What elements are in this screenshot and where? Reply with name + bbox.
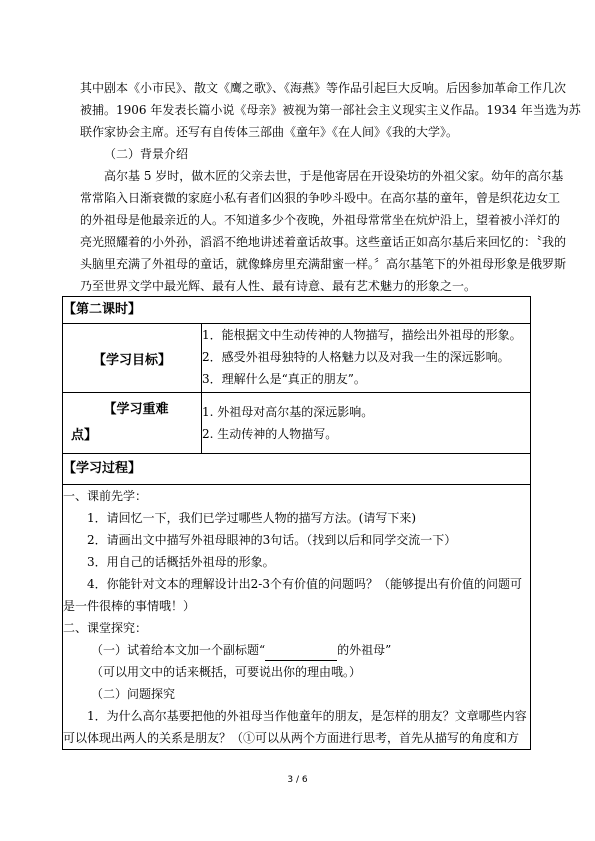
page-number: 3 / 6 bbox=[287, 775, 308, 785]
process-content bbox=[63, 485, 531, 750]
intro-line: 联作家协会主席。还写有自传体三部曲《童年》《在人间》《我的大学》。 bbox=[80, 125, 459, 139]
answer-blank[interactable] bbox=[265, 648, 337, 661]
intro-line: 被捕。1906 年发表长篇小说《母亲》被视为第一部社会主义现实主义作品。1934 年当选为苏 bbox=[80, 103, 581, 117]
key-point-item: 2. 生动传神的人物描写。 bbox=[202, 427, 338, 441]
background-line: 头脑里充满了外祖母的童话，就像蜂房里充满甜蜜一样。〞高尔基笔下的外祖母形象是俄罗斯 bbox=[80, 257, 567, 271]
key-label-line: 点】 bbox=[71, 428, 98, 443]
pre-item-continuation: 是一件很棒的事情哦！） bbox=[63, 599, 196, 613]
background-line: 乃至世界文学中最光辉、最有人性、最有诗意、最有艺术魅力的形象之一。 bbox=[80, 279, 477, 293]
key-points-label bbox=[63, 393, 202, 454]
background-line: 常常陷入日渐衰微的家庭小私有者们凶狠的争吵斗殴中。在高尔基的童年，曾是织花边女工 bbox=[80, 191, 561, 205]
goal-item: 2．感受外祖母独特的人格魅力以及对我一生的深远影响。 bbox=[202, 350, 510, 364]
q1-hint: （可以用文中的话来概括，可要说出你的理由哦。） bbox=[91, 665, 362, 679]
goal-item: 3．理解什么是“真正的朋友”。 bbox=[202, 372, 366, 386]
q1-prefix: （一）试着给本文加一个副标题“ bbox=[91, 643, 266, 657]
pre-item: 4．你能针对文本的理解设计出2-3个有价值的问题吗？（能够提出有价值的问题可 bbox=[87, 577, 522, 591]
background-line: 的外祖母是他最亲近的人。不知道多少个夜晚，外祖母常常坐在炕炉沿上，望着被小洋灯的 bbox=[80, 213, 561, 227]
lesson-title: 【第二课时】 bbox=[63, 297, 531, 324]
goal-item: 1．能根据文中生动传神的人物描写，描绘出外祖母的形象。 bbox=[202, 328, 522, 342]
q2-line: 可以体现出两人的关系是朋友？（①可以从两个方面进行思考，首先从描写的角度和方 bbox=[63, 731, 520, 745]
background-line: 亮光照耀着的小外孙，滔滔不绝地讲述着童话故事。这些童话正如高尔基后来回忆的：〝我的 bbox=[80, 235, 567, 249]
pre-item: 1．请回忆一下，我们已学过哪些人物的描写方法。(请写下来) bbox=[87, 511, 417, 525]
goals-list bbox=[202, 324, 531, 393]
pre-item: 3．用自己的话概括外祖母的形象。 bbox=[87, 555, 275, 569]
q2-line: 1．为什么高尔基要把他的外祖母当作他童年的朋友，是怎样的朋友？文章哪些内容 bbox=[87, 709, 527, 723]
class-heading: 二、课堂探究： bbox=[63, 621, 148, 635]
background-heading: （二）背景介绍 bbox=[104, 147, 189, 161]
pre-item: 2．请画出文中描写外祖母眼神的3句话。（找到以后和同学交流一下） bbox=[87, 533, 457, 547]
question-subtitle bbox=[63, 639, 530, 661]
process-title: 【学习过程】 bbox=[63, 454, 531, 485]
key-label-line: 【学习重难 bbox=[103, 402, 169, 417]
lesson-table bbox=[62, 296, 531, 750]
key-point-item: 1. 外祖母对高尔基的深远影响。 bbox=[202, 405, 374, 419]
pre-heading: 一、课前先学： bbox=[63, 489, 148, 503]
key-points-list bbox=[202, 393, 531, 454]
intro-paragraph bbox=[80, 77, 581, 297]
q2-heading: （二）问题探究 bbox=[91, 687, 176, 701]
intro-line: 其中剧本《小市民》、散文《鹰之歌》、《海燕》等作品引起巨大反响。后因参加革命工作几次 bbox=[80, 81, 567, 95]
goals-label: 【学习目标】 bbox=[63, 324, 202, 393]
background-line: 高尔基 5 岁时，做木匠的父亲去世，于是他寄居在开设染坊的外祖父家。幼年的高尔基 bbox=[104, 169, 564, 183]
q1-suffix: 的外祖母” bbox=[337, 643, 392, 657]
